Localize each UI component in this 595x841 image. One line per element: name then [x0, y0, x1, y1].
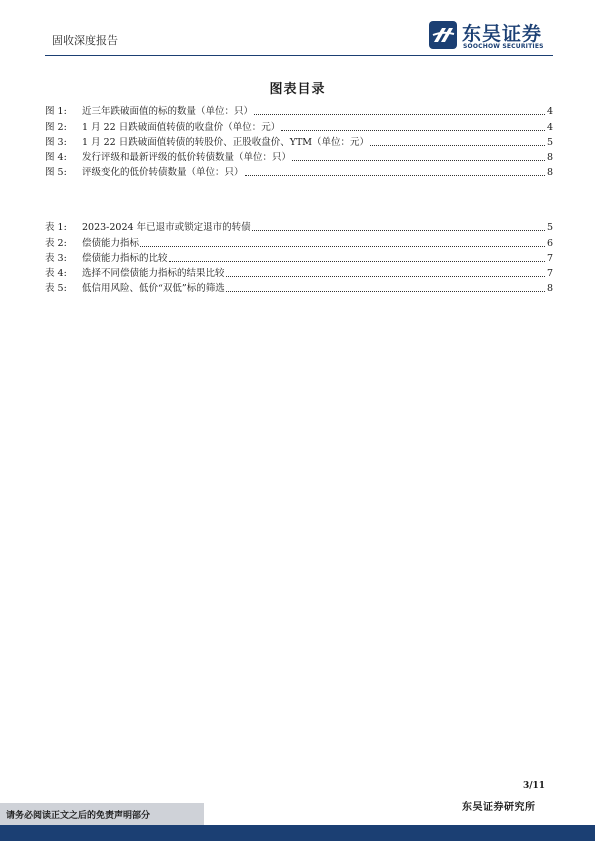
toc-page-number: 8 [546, 152, 553, 164]
toc-entry-figure-2[interactable] [45, 118, 553, 133]
toc-entry-figure-3[interactable] [45, 134, 553, 149]
toc-leader-dots [292, 160, 545, 161]
toc-leader-dots [226, 291, 545, 292]
toc-leader-dots [169, 261, 545, 262]
toc-leader-dots [226, 276, 545, 277]
toc-number: 表 2: [45, 237, 67, 249]
disclaimer-banner [0, 803, 204, 825]
toc-entry-table-2[interactable] [45, 234, 553, 249]
toc-title: 偿债能力指标 [82, 237, 140, 249]
toc-title: 1 月 22 日跌破面值转债的转股价、正股收盘价、YTM（单位：元） [82, 136, 370, 148]
toc-page-number: 8 [546, 283, 553, 295]
toc-title: 发行评级和最新评级的低价转债数量（单位：只） [82, 152, 292, 164]
disclaimer-text: 请务必阅读正文之后的免责声明部分 [6, 811, 151, 821]
toc-leader-dots [370, 145, 545, 146]
toc-entry-table-1[interactable] [45, 219, 553, 234]
toc-entry-figure-1[interactable] [45, 103, 553, 118]
toc-title: 近三年跌破面值的标的数量（单位：只） [82, 106, 254, 118]
toc-number: 图 2: [45, 121, 67, 133]
report-type-label: 固收深度报告 [52, 34, 118, 47]
toc-number: 图 5: [45, 167, 67, 179]
toc-leader-dots [254, 114, 545, 115]
toc-number: 表 5: [45, 283, 67, 295]
toc-page-number: 7 [546, 268, 553, 280]
page-number: 3/11 [523, 781, 546, 791]
toc-title: 偿债能力指标的比较 [82, 252, 168, 264]
toc-page-number: 4 [546, 121, 553, 133]
toc-number: 图 4: [45, 152, 67, 164]
toc-page-number: 7 [546, 252, 553, 264]
toc-entry-table-4[interactable] [45, 265, 553, 280]
toc-title: 低信用风险、低价“双低”标的筛选 [82, 283, 225, 295]
toc-page-number: 5 [546, 222, 553, 234]
toc-entry-figure-4[interactable] [45, 149, 553, 164]
toc-number: 图 1: [45, 106, 67, 118]
footer-brand: 东吴证券研究所 [462, 802, 536, 813]
page-title: 图表目录 [269, 82, 326, 97]
company-logo [428, 20, 553, 52]
toc-page-number: 8 [546, 167, 553, 179]
logo-mark-icon [428, 20, 458, 50]
toc-number: 图 3: [45, 136, 67, 148]
logo-text-cn: 东吴证券 [462, 23, 543, 45]
toc-number: 表 3: [45, 252, 67, 264]
toc-number: 表 4: [45, 268, 67, 280]
footer-bar [0, 825, 595, 841]
toc-title: 2023-2024 年已退市或锁定退市的转债 [82, 222, 251, 234]
toc-page-number: 4 [546, 106, 553, 118]
toc-title: 选择不同偿债能力指标的结果比较 [82, 268, 225, 280]
toc-title: 1 月 22 日跌破面值转债的收盘价（单位：元） [82, 121, 281, 133]
toc-page-number: 5 [546, 136, 553, 148]
toc-entry-table-5[interactable] [45, 280, 553, 295]
toc-leader-dots [140, 246, 545, 247]
toc-leader-dots [245, 175, 545, 176]
toc-leader-dots [281, 130, 545, 131]
table-list [45, 219, 553, 295]
toc-leader-dots [252, 230, 545, 231]
logo-text-en: SOOCHOW SECURITIES [463, 43, 544, 50]
toc-page-number: 6 [546, 237, 553, 249]
header-divider [45, 55, 553, 56]
toc-title: 评级变化的低价转债数量（单位：只） [82, 167, 244, 179]
toc-entry-figure-5[interactable] [45, 164, 553, 179]
toc-entry-table-3[interactable] [45, 250, 553, 265]
figure-list [45, 103, 553, 179]
toc-number: 表 1: [45, 222, 67, 234]
